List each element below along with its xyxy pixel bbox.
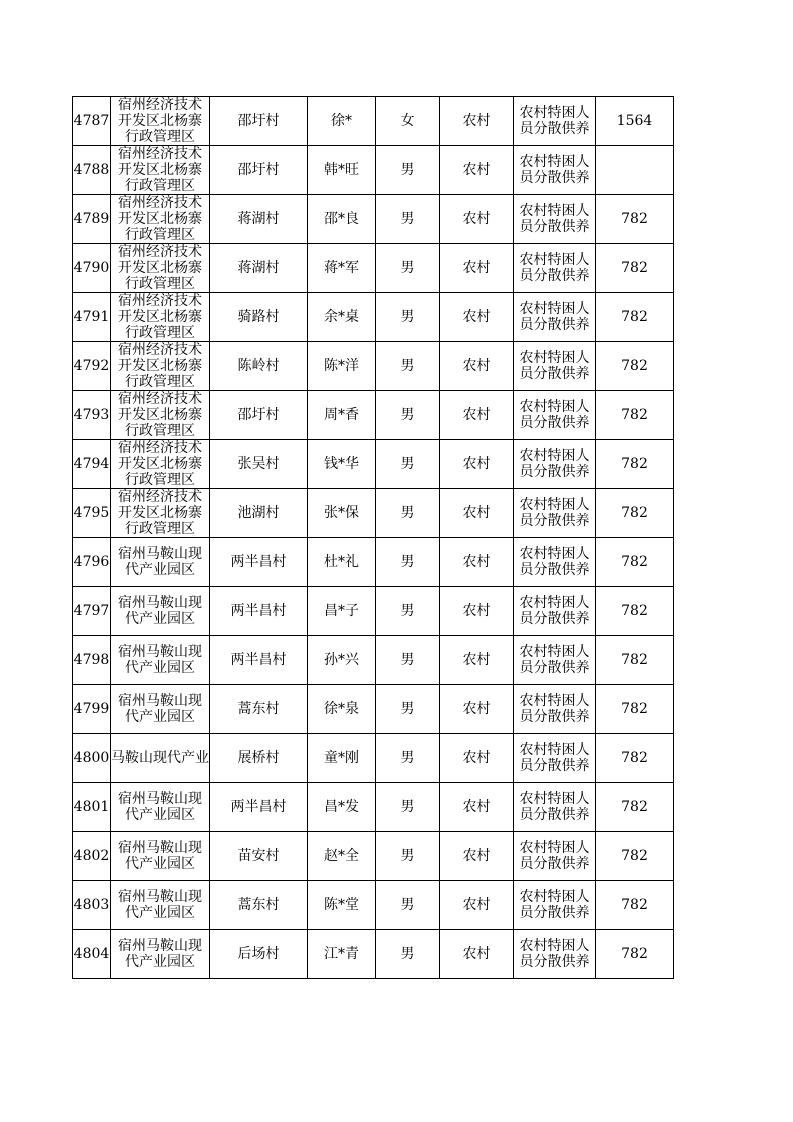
table-row bbox=[73, 342, 674, 391]
category-cell bbox=[514, 146, 596, 195]
category-cell-text: 农村特困人员分散供养 bbox=[519, 595, 590, 627]
village-cell: 展桥村 bbox=[210, 734, 308, 783]
gender-cell: 男 bbox=[376, 881, 440, 930]
table-row bbox=[73, 293, 674, 342]
row-number-cell: 4789 bbox=[73, 195, 111, 244]
area-cell bbox=[111, 538, 210, 587]
household-type-cell: 农村 bbox=[440, 636, 514, 685]
category-cell-text: 农村特困人员分散供养 bbox=[519, 497, 590, 529]
table-row bbox=[73, 734, 674, 783]
category-cell bbox=[514, 244, 596, 293]
category-cell bbox=[514, 342, 596, 391]
village-cell: 蒿东村 bbox=[210, 881, 308, 930]
area-cell bbox=[111, 881, 210, 930]
relief-recipient-table bbox=[72, 96, 674, 979]
area-cell bbox=[111, 342, 210, 391]
area-cell-text: 宿州马鞍山现代产业园区 bbox=[118, 546, 202, 578]
area-cell bbox=[111, 832, 210, 881]
amount-cell: 782 bbox=[596, 391, 674, 440]
area-cell-text: 宿州马鞍山现代产业园区 bbox=[118, 840, 202, 872]
amount-cell: 782 bbox=[596, 440, 674, 489]
village-cell: 邵圩村 bbox=[210, 391, 308, 440]
area-cell-text: 宿州经济技术开发区北杨寨行政管理区 bbox=[118, 440, 202, 488]
village-cell: 骑路村 bbox=[210, 293, 308, 342]
area-cell-text: 宿州马鞍山现代产业园区 bbox=[118, 644, 202, 676]
row-number-cell: 4792 bbox=[73, 342, 111, 391]
table-row bbox=[73, 881, 674, 930]
household-type-cell: 农村 bbox=[440, 783, 514, 832]
category-cell bbox=[514, 489, 596, 538]
gender-cell: 男 bbox=[376, 734, 440, 783]
table-row bbox=[73, 685, 674, 734]
category-cell bbox=[514, 783, 596, 832]
category-cell bbox=[514, 538, 596, 587]
table-row bbox=[73, 783, 674, 832]
row-number-cell: 4793 bbox=[73, 391, 111, 440]
area-cell bbox=[111, 195, 210, 244]
table-row bbox=[73, 489, 674, 538]
category-cell bbox=[514, 587, 596, 636]
row-number-cell: 4794 bbox=[73, 440, 111, 489]
gender-cell: 男 bbox=[376, 391, 440, 440]
category-cell-text: 农村特困人员分散供养 bbox=[519, 840, 590, 872]
row-number-cell: 4797 bbox=[73, 587, 111, 636]
table-row bbox=[73, 930, 674, 979]
category-cell bbox=[514, 930, 596, 979]
category-cell-text: 农村特困人员分散供养 bbox=[519, 889, 590, 921]
amount-cell: 782 bbox=[596, 195, 674, 244]
area-cell bbox=[111, 489, 210, 538]
name-cell: 昌*子 bbox=[308, 587, 376, 636]
village-cell: 两半昌村 bbox=[210, 783, 308, 832]
village-cell: 蒋湖村 bbox=[210, 195, 308, 244]
area-cell bbox=[111, 146, 210, 195]
amount-cell: 782 bbox=[596, 783, 674, 832]
village-cell: 邵圩村 bbox=[210, 146, 308, 195]
name-cell: 孙*兴 bbox=[308, 636, 376, 685]
household-type-cell: 农村 bbox=[440, 146, 514, 195]
row-number-cell: 4788 bbox=[73, 146, 111, 195]
household-type-cell: 农村 bbox=[440, 881, 514, 930]
household-type-cell: 农村 bbox=[440, 293, 514, 342]
village-cell: 两半昌村 bbox=[210, 538, 308, 587]
area-cell-text: 宿州经济技术开发区北杨寨行政管理区 bbox=[118, 293, 202, 341]
row-number-cell: 4799 bbox=[73, 685, 111, 734]
area-cell bbox=[111, 930, 210, 979]
amount-cell: 782 bbox=[596, 293, 674, 342]
amount-cell: 782 bbox=[596, 342, 674, 391]
amount-cell: 782 bbox=[596, 832, 674, 881]
household-type-cell: 农村 bbox=[440, 391, 514, 440]
table-row bbox=[73, 391, 674, 440]
gender-cell: 男 bbox=[376, 489, 440, 538]
name-cell: 余*桌 bbox=[308, 293, 376, 342]
village-cell: 苗安村 bbox=[210, 832, 308, 881]
category-cell-text: 农村特困人员分散供养 bbox=[519, 105, 590, 137]
category-cell-text: 农村特困人员分散供养 bbox=[519, 742, 590, 774]
amount-cell: 782 bbox=[596, 685, 674, 734]
household-type-cell: 农村 bbox=[440, 587, 514, 636]
category-cell bbox=[514, 195, 596, 244]
amount-cell: 782 bbox=[596, 489, 674, 538]
amount-cell: 782 bbox=[596, 881, 674, 930]
gender-cell: 男 bbox=[376, 440, 440, 489]
row-number-cell: 4791 bbox=[73, 293, 111, 342]
area-cell-text: 宿州经济技术开发区北杨寨行政管理区 bbox=[118, 195, 202, 243]
amount-cell: 782 bbox=[596, 244, 674, 293]
area-cell-text: 宿州经济技术开发区北杨寨行政管理区 bbox=[118, 391, 202, 439]
area-cell bbox=[111, 97, 210, 146]
row-number-cell: 4795 bbox=[73, 489, 111, 538]
gender-cell: 女 bbox=[376, 97, 440, 146]
name-cell: 蒋*军 bbox=[308, 244, 376, 293]
name-cell: 周*香 bbox=[308, 391, 376, 440]
gender-cell: 男 bbox=[376, 342, 440, 391]
name-cell: 昌*发 bbox=[308, 783, 376, 832]
category-cell bbox=[514, 832, 596, 881]
category-cell bbox=[514, 440, 596, 489]
household-type-cell: 农村 bbox=[440, 832, 514, 881]
category-cell-text: 农村特困人员分散供养 bbox=[519, 203, 590, 235]
household-type-cell: 农村 bbox=[440, 244, 514, 293]
area-cell bbox=[111, 734, 210, 783]
category-cell-text: 农村特困人员分散供养 bbox=[519, 301, 590, 333]
village-cell: 池湖村 bbox=[210, 489, 308, 538]
row-number-cell: 4790 bbox=[73, 244, 111, 293]
name-cell: 赵*全 bbox=[308, 832, 376, 881]
name-cell: 杜*礼 bbox=[308, 538, 376, 587]
table-row bbox=[73, 440, 674, 489]
row-number-cell: 4798 bbox=[73, 636, 111, 685]
table-row bbox=[73, 832, 674, 881]
gender-cell: 男 bbox=[376, 146, 440, 195]
category-cell-text: 农村特困人员分散供养 bbox=[519, 546, 590, 578]
name-cell: 陈*堂 bbox=[308, 881, 376, 930]
village-cell: 张吴村 bbox=[210, 440, 308, 489]
gender-cell: 男 bbox=[376, 685, 440, 734]
area-cell-text: 宿州经济技术开发区北杨寨行政管理区 bbox=[118, 146, 202, 194]
category-cell-text: 农村特困人员分散供养 bbox=[519, 448, 590, 480]
category-cell bbox=[514, 636, 596, 685]
area-cell bbox=[111, 587, 210, 636]
gender-cell: 男 bbox=[376, 244, 440, 293]
amount-cell bbox=[596, 146, 674, 195]
name-cell: 江*青 bbox=[308, 930, 376, 979]
household-type-cell: 农村 bbox=[440, 489, 514, 538]
category-cell bbox=[514, 391, 596, 440]
area-cell-text: 马鞍山现代产业 bbox=[111, 750, 209, 766]
area-cell bbox=[111, 440, 210, 489]
row-number-cell: 4802 bbox=[73, 832, 111, 881]
name-cell: 韩*旺 bbox=[308, 146, 376, 195]
village-cell: 两半昌村 bbox=[210, 636, 308, 685]
household-type-cell: 农村 bbox=[440, 538, 514, 587]
category-cell-text: 农村特困人员分散供养 bbox=[519, 154, 590, 186]
area-cell bbox=[111, 685, 210, 734]
row-number-cell: 4804 bbox=[73, 930, 111, 979]
area-cell-text: 宿州马鞍山现代产业园区 bbox=[118, 938, 202, 970]
table-row bbox=[73, 244, 674, 293]
village-cell: 后场村 bbox=[210, 930, 308, 979]
gender-cell: 男 bbox=[376, 195, 440, 244]
area-cell-text: 宿州马鞍山现代产业园区 bbox=[118, 595, 202, 627]
row-number-cell: 4796 bbox=[73, 538, 111, 587]
area-cell-text: 宿州马鞍山现代产业园区 bbox=[118, 889, 202, 921]
area-cell bbox=[111, 244, 210, 293]
category-cell-text: 农村特困人员分散供养 bbox=[519, 938, 590, 970]
gender-cell: 男 bbox=[376, 636, 440, 685]
name-cell: 张*保 bbox=[308, 489, 376, 538]
gender-cell: 男 bbox=[376, 293, 440, 342]
name-cell: 钱*华 bbox=[308, 440, 376, 489]
name-cell: 徐* bbox=[308, 97, 376, 146]
area-cell-text: 宿州经济技术开发区北杨寨行政管理区 bbox=[118, 244, 202, 292]
category-cell-text: 农村特困人员分散供养 bbox=[519, 791, 590, 823]
amount-cell: 782 bbox=[596, 538, 674, 587]
name-cell: 徐*泉 bbox=[308, 685, 376, 734]
gender-cell: 男 bbox=[376, 587, 440, 636]
amount-cell: 782 bbox=[596, 734, 674, 783]
area-cell bbox=[111, 293, 210, 342]
area-cell bbox=[111, 391, 210, 440]
amount-cell: 1564 bbox=[596, 97, 674, 146]
table-row bbox=[73, 587, 674, 636]
table-row bbox=[73, 538, 674, 587]
area-cell bbox=[111, 783, 210, 832]
amount-cell: 782 bbox=[596, 930, 674, 979]
row-number-cell: 4800 bbox=[73, 734, 111, 783]
household-type-cell: 农村 bbox=[440, 195, 514, 244]
village-cell: 邵圩村 bbox=[210, 97, 308, 146]
village-cell: 蒋湖村 bbox=[210, 244, 308, 293]
name-cell: 陈*洋 bbox=[308, 342, 376, 391]
category-cell bbox=[514, 881, 596, 930]
household-type-cell: 农村 bbox=[440, 97, 514, 146]
table-row bbox=[73, 195, 674, 244]
category-cell-text: 农村特困人员分散供养 bbox=[519, 693, 590, 725]
amount-cell: 782 bbox=[596, 587, 674, 636]
row-number-cell: 4787 bbox=[73, 97, 111, 146]
household-type-cell: 农村 bbox=[440, 930, 514, 979]
village-cell: 蒿东村 bbox=[210, 685, 308, 734]
category-cell bbox=[514, 685, 596, 734]
gender-cell: 男 bbox=[376, 783, 440, 832]
gender-cell: 男 bbox=[376, 930, 440, 979]
category-cell bbox=[514, 97, 596, 146]
gender-cell: 男 bbox=[376, 832, 440, 881]
row-number-cell: 4801 bbox=[73, 783, 111, 832]
village-cell: 陈岭村 bbox=[210, 342, 308, 391]
household-type-cell: 农村 bbox=[440, 685, 514, 734]
table-row bbox=[73, 636, 674, 685]
area-cell-text: 宿州经济技术开发区北杨寨行政管理区 bbox=[118, 342, 202, 390]
category-cell-text: 农村特困人员分散供养 bbox=[519, 252, 590, 284]
category-cell-text: 农村特困人员分散供养 bbox=[519, 399, 590, 431]
category-cell bbox=[514, 734, 596, 783]
household-type-cell: 农村 bbox=[440, 440, 514, 489]
table-row bbox=[73, 97, 674, 146]
area-cell-text: 宿州经济技术开发区北杨寨行政管理区 bbox=[118, 97, 202, 145]
name-cell: 邵*良 bbox=[308, 195, 376, 244]
category-cell-text: 农村特困人员分散供养 bbox=[519, 350, 590, 382]
area-cell-text: 宿州马鞍山现代产业园区 bbox=[118, 693, 202, 725]
row-number-cell: 4803 bbox=[73, 881, 111, 930]
table-row bbox=[73, 146, 674, 195]
amount-cell: 782 bbox=[596, 636, 674, 685]
village-cell: 两半昌村 bbox=[210, 587, 308, 636]
area-cell-text: 宿州马鞍山现代产业园区 bbox=[118, 791, 202, 823]
category-cell bbox=[514, 293, 596, 342]
area-cell-text: 宿州经济技术开发区北杨寨行政管理区 bbox=[118, 489, 202, 537]
name-cell: 童*刚 bbox=[308, 734, 376, 783]
gender-cell: 男 bbox=[376, 538, 440, 587]
category-cell-text: 农村特困人员分散供养 bbox=[519, 644, 590, 676]
table-body bbox=[73, 97, 674, 979]
area-cell bbox=[111, 636, 210, 685]
household-type-cell: 农村 bbox=[440, 734, 514, 783]
household-type-cell: 农村 bbox=[440, 342, 514, 391]
